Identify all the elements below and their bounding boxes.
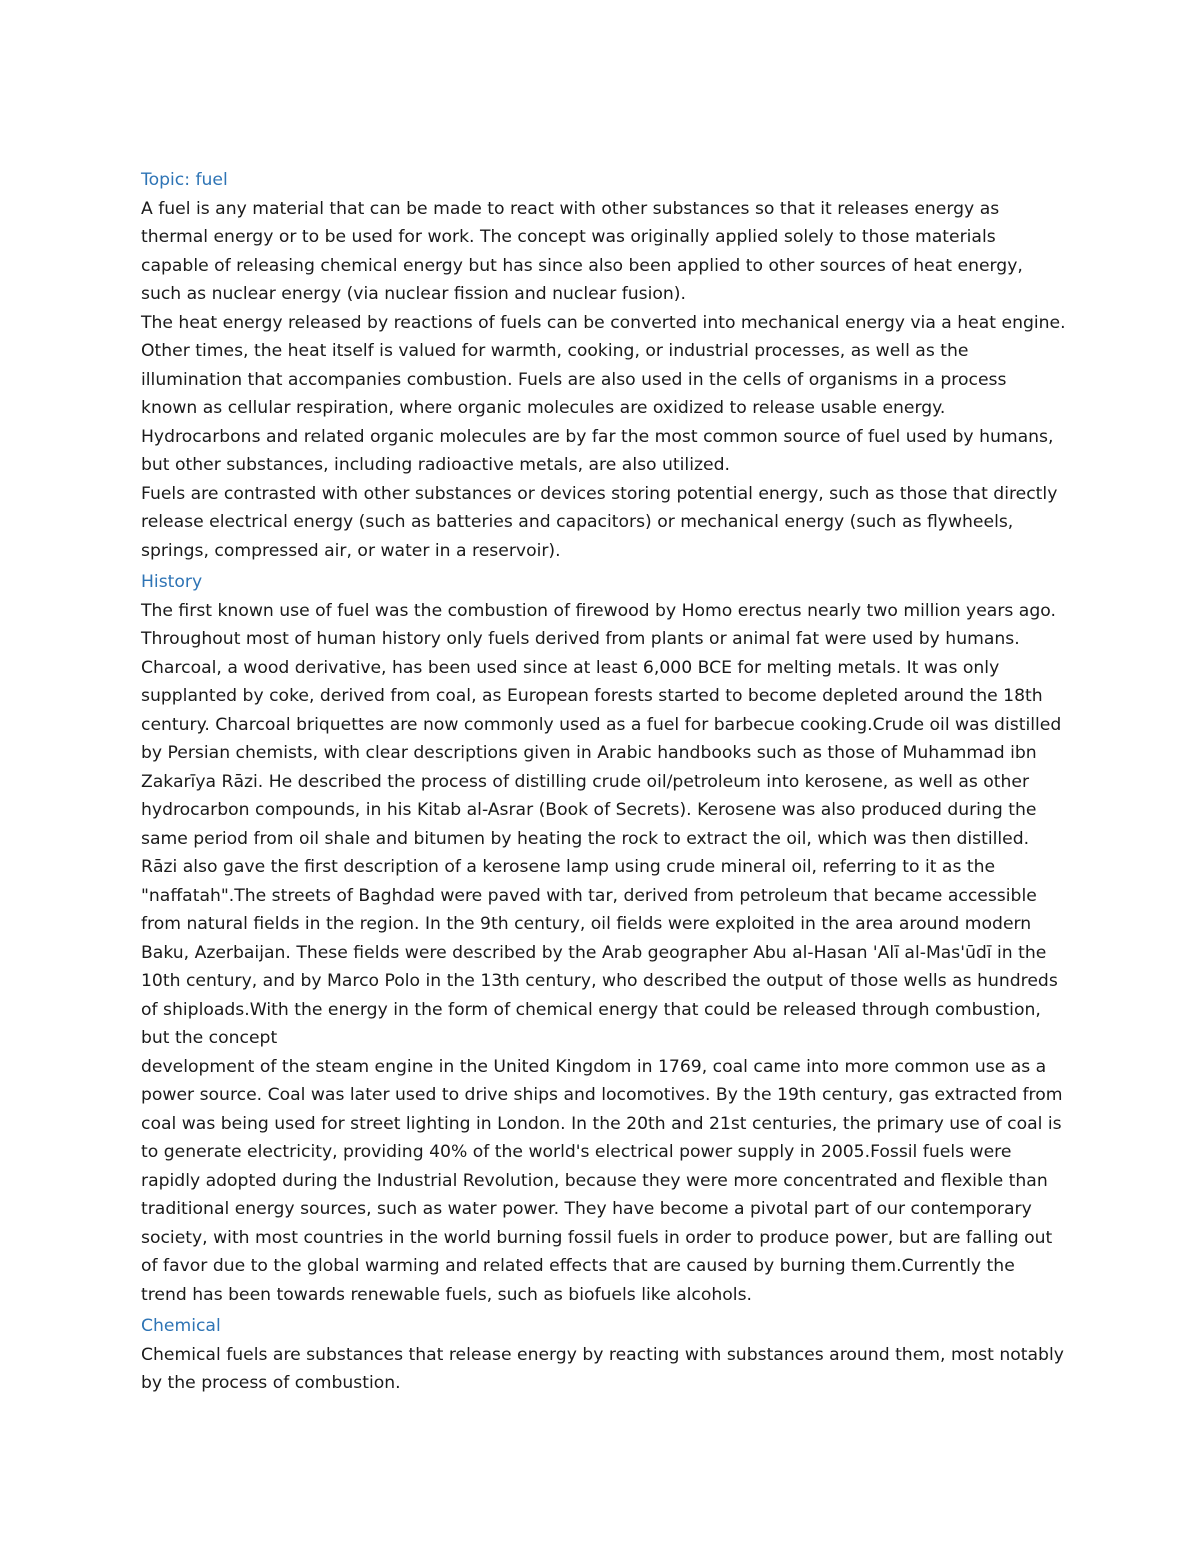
intro-paragraph-2: The heat energy released by reactions of fuels can be converted into mechanical energy via a heat engine. Other times, the heat itself is valued for warmth, cooking, or industrial processes, as well as the illumination that accompanies combustion. Fuels are also used in the cells of organisms in a process known as cellular respiration, where organic molecules are oxidized to release usable energy. Hydrocarbons and related organic molecules are by far the most common source of fuel used by humans, but other substances, including radioactive metals, are also utilized. bbox=[141, 312, 1066, 475]
history-paragraph-1: The first known use of fuel was the combustion of firewood by Homo erectus nearly two million years ago. Throughout most of human history only fuels derived from plants or animal fat were used by humans. Charcoal, a wood derivative, has been used since at least 6,000 BCE for melting metals. It was only supplanted by coke, derived from coal, as European forests started to become depleted around the 18th century. Charcoal briquettes are now commonly used as a fuel for barbecue cooking.Crude oil was distilled by Persian chemists, with clear descriptions given in Arabic handbooks such as those of Muhammad ibn Zakarīya Rāzi. He described the process of distilling crude oil/petroleum into kerosene, as well as other hydrocarbon compounds, in his Kitab al-Asrar (Book of Secrets). Kerosene was also produced during the same period from oil shale and bitumen by heating the rock to extract the oil, which was then distilled. Rāzi also gave the first description of a kerosene lamp using crude mineral oil, referring to it as the "naffatah".The streets of Baghdad were paved with tar, derived from petroleum that became accessible from natural fields in the region. In the 9th century, oil fields were exploited in the area around modern Baku, Azerbaijan. These fields were described by the Arab geographer Abu al-Hasan 'Alī al-Mas'ūdī in the 10th century, and by Marco Polo in the 13th century, who described the output of those wells as hundreds of shiploads.With the energy in the form of chemical energy that could be released through combustion, but the concept bbox=[141, 600, 1062, 1048]
history-heading: History bbox=[141, 572, 203, 592]
intro-paragraph-3: Fuels are contrasted with other substances or devices storing potential energy, such as those that directly release electrical energy (such as batteries and capacitors) or mechanical energy (such as flywheels, springs, compressed air, or water in a reservoir). bbox=[141, 483, 1058, 561]
topic-heading: Topic: fuel bbox=[141, 170, 228, 190]
chemical-paragraph-1: Chemical fuels are substances that release energy by reacting with substances around them, most notably by the process of combustion. bbox=[141, 1344, 1064, 1393]
chemical-heading: Chemical bbox=[141, 1316, 221, 1336]
history-paragraph-2: development of the steam engine in the United Kingdom in 1769, coal came into more common use as a power source. Coal was later used to drive ships and locomotives. By the 19th century, gas extracted from coal was being used for street lighting in London. In the 20th and 21st centuries, the primary use of coal is to generate electricity, providing 40% of the world's electrical power supply in 2005.Fossil fuels were rapidly adopted during the Industrial Revolution, because they were more concentrated and flexible than traditional energy sources, such as water power. They have become a pivotal part of our contemporary society, with most countries in the world burning fossil fuels in order to produce power, but are falling out of favor due to the global warming and related effects that are caused by burning them.Currently the trend has been towards renewable fuels, such as biofuels like alcohols. bbox=[141, 1056, 1063, 1305]
intro-paragraph-1: A fuel is any material that can be made to react with other substances so that it releases energy as thermal energy or to be used for work. The concept was originally applied solely to those materials capable of releasing chemical energy but has since also been applied to other sources of heat energy, such as nuclear energy (via nuclear fission and nuclear fusion). bbox=[141, 198, 1023, 304]
document-body bbox=[141, 166, 1066, 1398]
